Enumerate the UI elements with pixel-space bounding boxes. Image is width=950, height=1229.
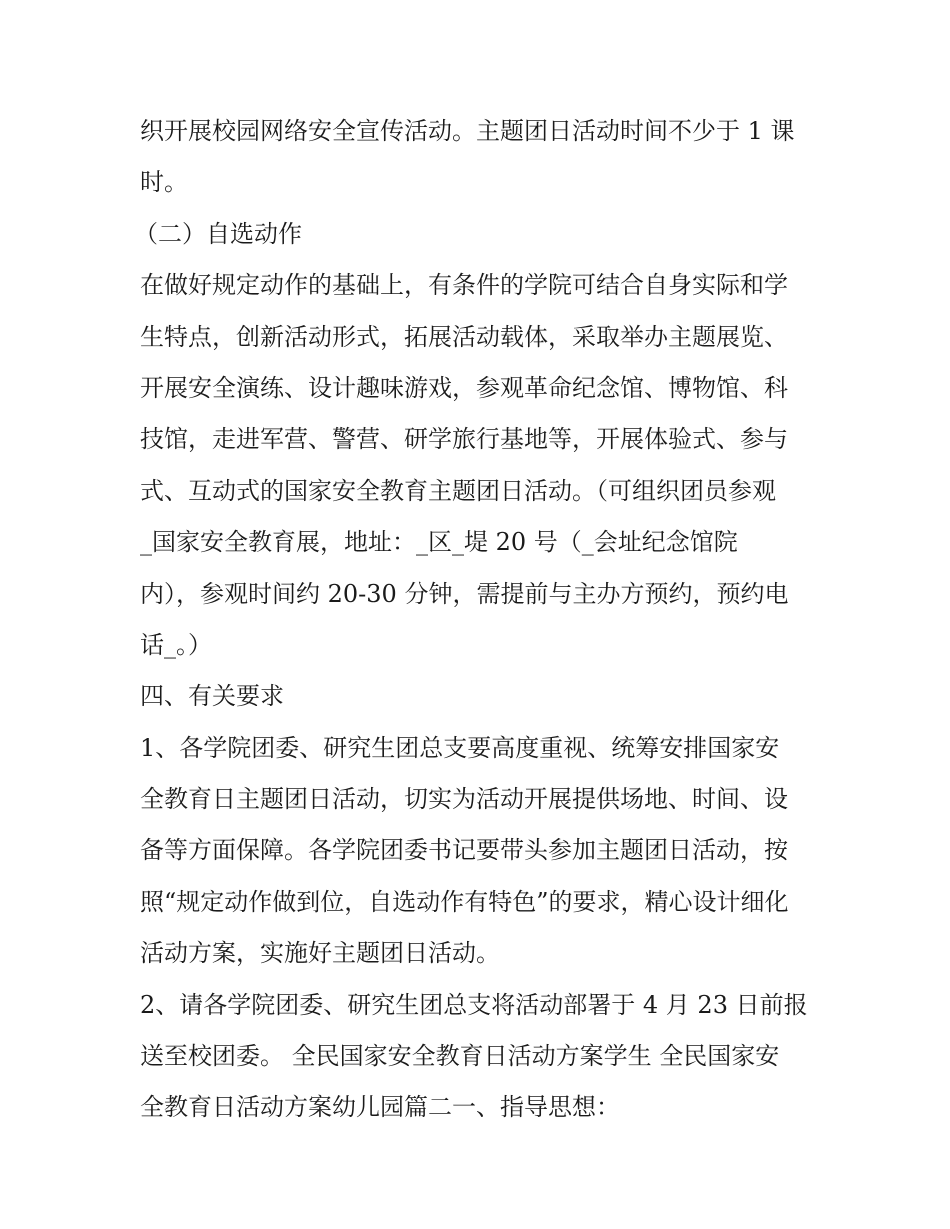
text-line: 全教育日活动方案幼儿园篇二一、指导思想：	[140, 1093, 620, 1122]
section-heading: 四、有关要求	[140, 682, 284, 711]
text-line: 生特点，创新活动形式，拓展活动载体，采取举办主题展览、	[140, 322, 788, 351]
text-line: 活动方案，实施好主题团日活动。	[140, 939, 500, 968]
text-line: 开展安全演练、设计趣味游戏，参观革命纪念馆、博物馆、科	[140, 373, 788, 402]
text-line: 送至校团委。 全民国家安全教育日活动方案学生 全民国家安	[140, 1042, 780, 1071]
section-heading: （二）自选动作	[134, 219, 302, 248]
text-line: 技馆，走进军营、警营、研学旅行基地等，开展体验式、参与	[140, 425, 788, 454]
text-line: 时。	[140, 168, 188, 197]
text-line: 内），参观时间约 20-30 分钟，需提前与主办方预约，预约电	[140, 579, 789, 608]
text-line: 织开展校园网络安全宣传活动。主题团日活动时间不少于 1 课	[140, 117, 795, 145]
text-line: 备等方面保障。各学院团委书记要带头参加主题团日活动，按	[140, 836, 788, 865]
text-line: 1、各学院团委、研究生团总支要高度重视、统筹安排国家安	[140, 733, 780, 762]
text-line: 2、请各学院团委、研究生团总支将活动部署于 4 月 23 日前报	[140, 990, 808, 1019]
text-line: 式、互动式的国家安全教育主题团日活动。（可组织团员参观	[140, 476, 776, 505]
text-line: _国家安全教育展，地址：_区_堤 20 号（_会址纪念馆院	[140, 528, 738, 557]
text-line: 在做好规定动作的基础上，有条件的学院可结合自身实际和学	[140, 271, 788, 300]
text-line: 照“规定动作做到位，自选动作有特色”的要求，精心设计细化	[140, 887, 789, 916]
document-body	[134, 106, 815, 1134]
text-line: 全教育日主题团日活动，切实为活动开展提供场地、时间、设	[140, 785, 788, 814]
text-line: 话_。）	[140, 630, 212, 659]
